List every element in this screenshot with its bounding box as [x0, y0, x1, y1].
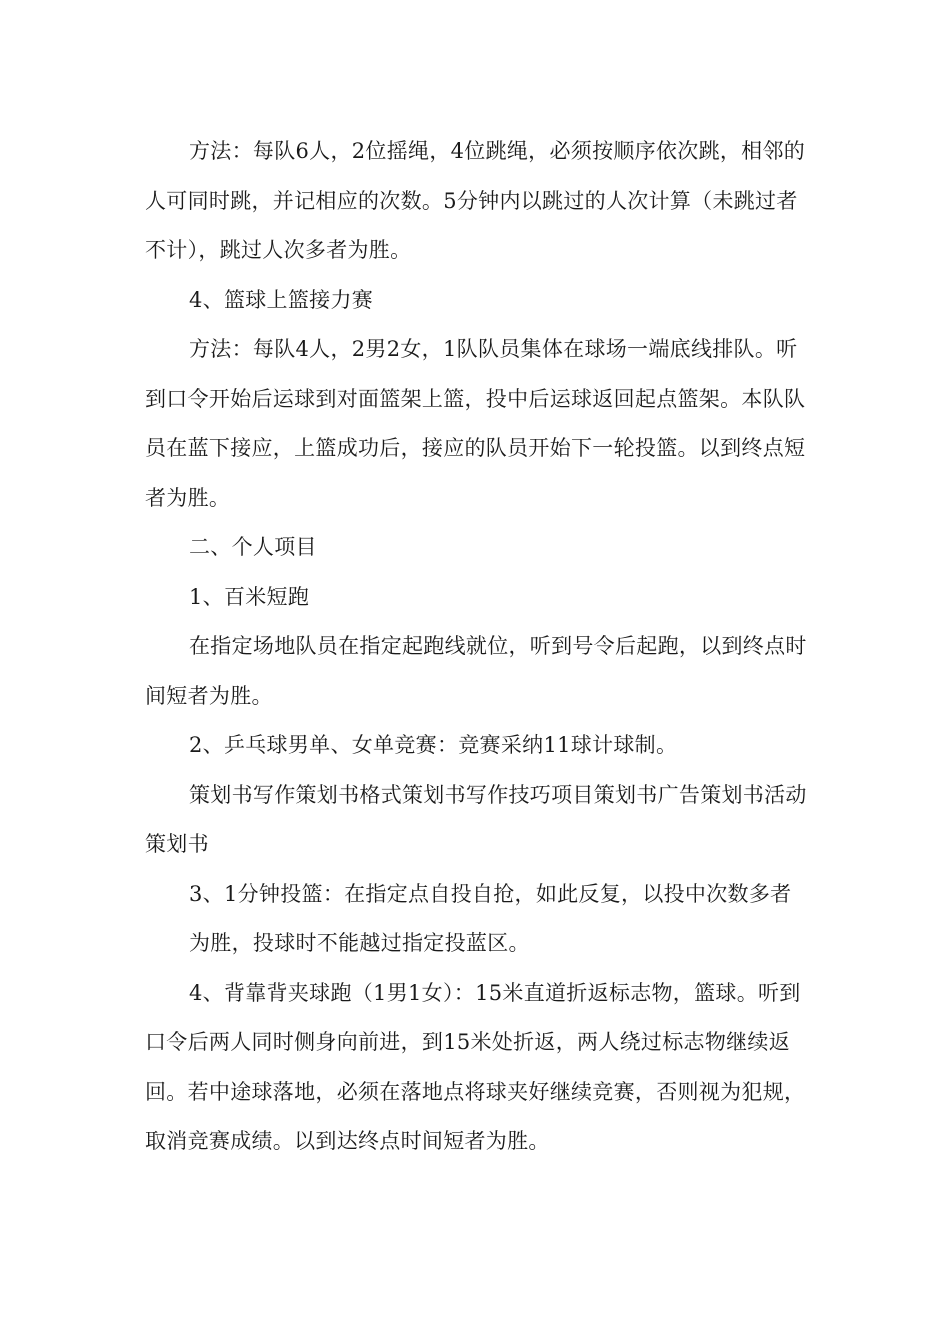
paragraph-back-to-back-ball-run: 4、背靠背夹球跑（1男1女）：15米直道折返标志物，篮球。听到口令后两人同时侧身向前进，到15米处折返，两人绕过标志物继续返回。若中途球落地，必须在落地点将球夹好继续竞赛，否则视为犯规，取消竞赛成绩。以到达终点时间短者为胜。	[145, 980, 806, 1153]
heading-individual-events: 二、个人项目	[189, 535, 317, 559]
paragraph-table-tennis: 2、乒乓球男单、女单竞赛：竞赛采纳11球计球制。	[189, 733, 678, 757]
heading-100m-sprint: 1、百米短跑	[189, 584, 310, 609]
paragraph-basketball-relay-method: 方法：每队4人，2男2女，1队队员集体在球场一端底线排队。听到口令开始后运球到对面篮架上篮，投中后运球返回起点篮架。本队队员在蓝下接应，上篮成功后，接应的队员开始下一轮投篮。以到终点短者为胜。	[145, 337, 806, 510]
paragraph-100m-sprint-method: 在指定场地队员在指定起跑线就位，听到号令后起跑，以到终点时间短者为胜。	[145, 634, 807, 708]
paragraph-rope-skipping-method: 方法：每队6人，2位摇绳，4位跳绳，必须按顺序依次跳，相邻的人可同时跳，并记相应的次数。5分钟内以跳过的人次计算（未跳过者不计），跳过人次多者为胜。	[145, 139, 806, 262]
paragraph-one-minute-shooting: 3、1分钟投篮：在指定点自投自抢，如此反复，以投中次数多者	[189, 881, 792, 906]
document-body	[145, 127, 810, 1167]
paragraph-shooting-rule: 为胜，投球时不能越过指定投蓝区。	[189, 931, 530, 955]
heading-basketball-relay: 4、篮球上篮接力赛	[189, 287, 374, 312]
paragraph-plan-keywords: 策划书写作策划书格式策划书写作技巧项目策划书广告策划书活动策划书	[145, 782, 807, 856]
